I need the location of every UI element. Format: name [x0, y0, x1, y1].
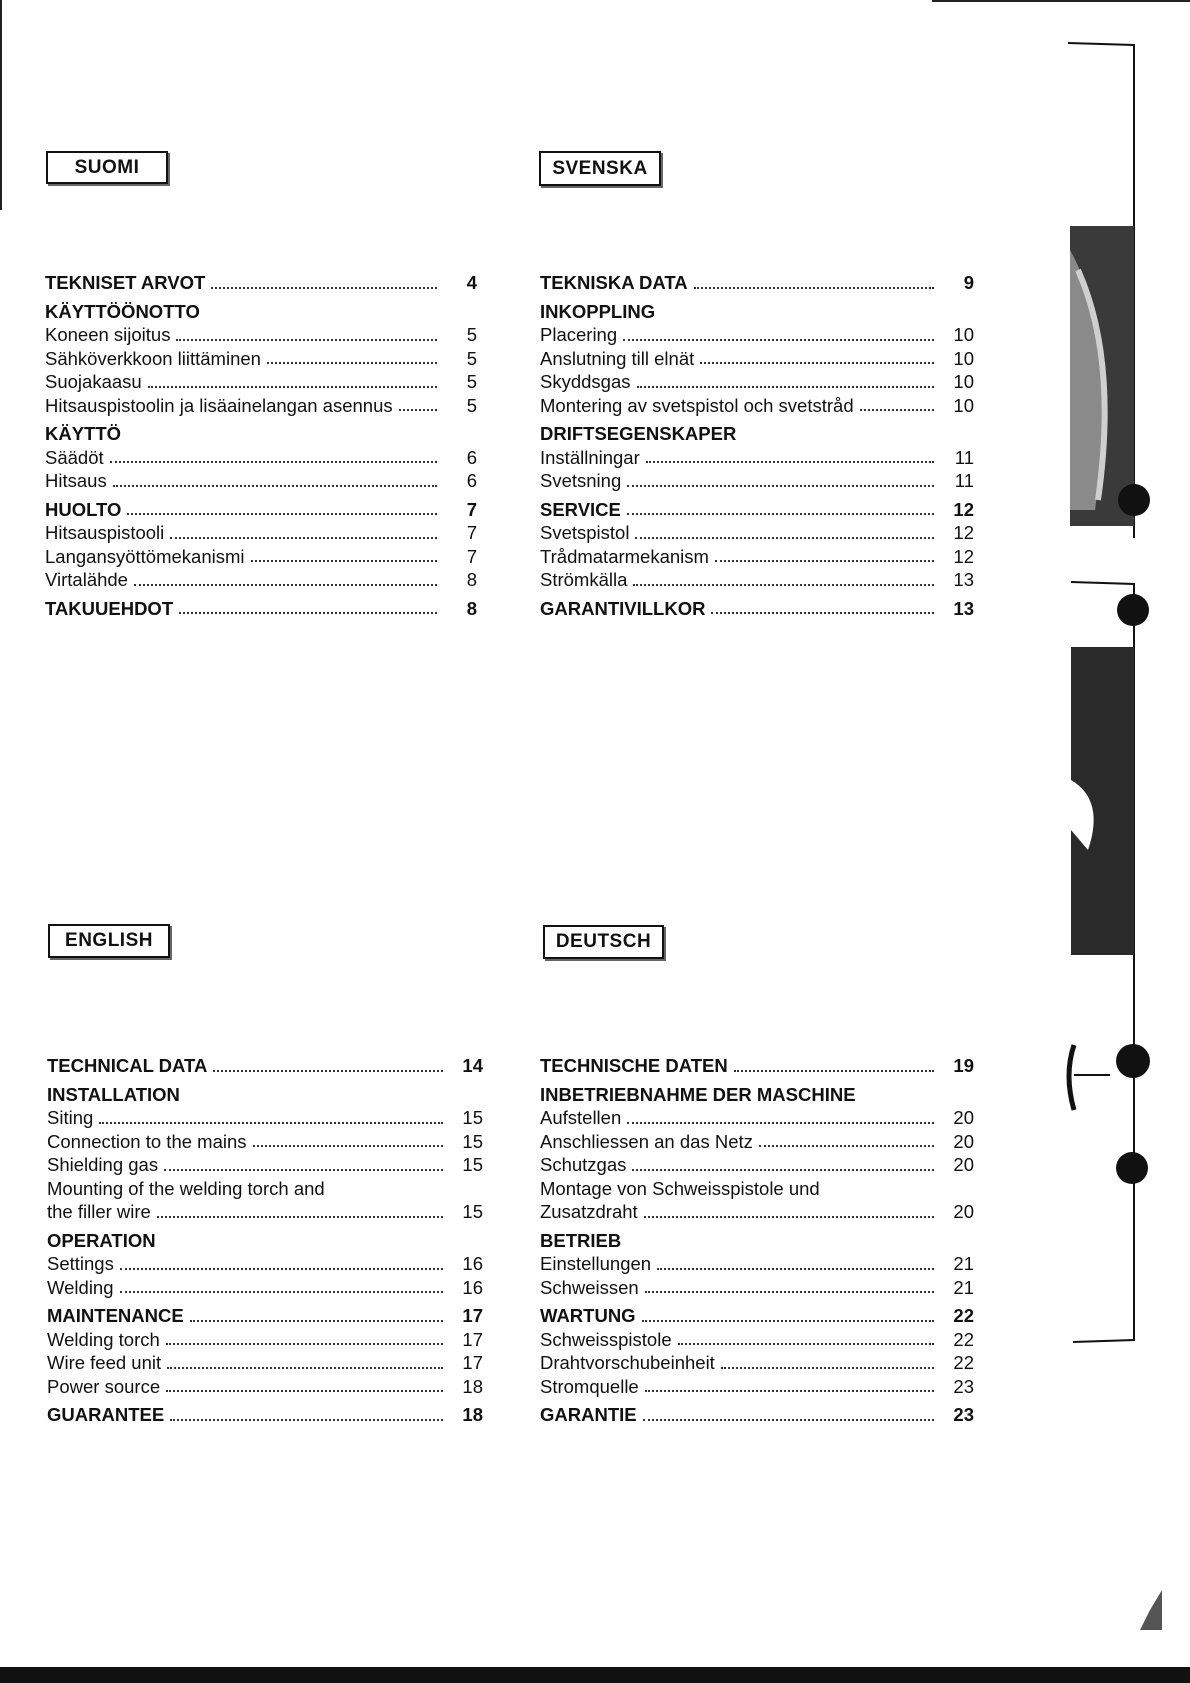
toc-heading-text: KÄYTTÖÖNOTTO [45, 300, 200, 322]
toc-page-number: 20 [953, 1154, 974, 1175]
toc-page-number: 21 [953, 1276, 974, 1298]
photo-wheel-highlight [1078, 270, 1105, 500]
toc-entry [45, 469, 477, 493]
toc-page-number: 17 [462, 1352, 483, 1373]
photo-corner-mark [1140, 1590, 1162, 1630]
toc-entry [540, 394, 974, 418]
toc-page-number: 23 [953, 1404, 974, 1425]
toc-heading [45, 597, 477, 621]
language-tag-suomi [46, 151, 168, 184]
toc-page-number: 5 [466, 371, 477, 392]
photo-knob [1116, 1044, 1150, 1078]
dot-leader [623, 338, 934, 341]
dot-leader [164, 1168, 443, 1171]
toc-page-number: 10 [953, 324, 974, 345]
photo-wheel-rim [1070, 250, 1103, 510]
toc-page-number: 8 [466, 569, 477, 590]
toc-entry [540, 446, 974, 470]
dot-leader [645, 1389, 934, 1392]
toc-entry-text: Anschliessen an das Netz [540, 1130, 753, 1152]
language-tag-label: ENGLISH [65, 930, 153, 951]
dot-leader [157, 1215, 443, 1218]
toc-entry [45, 521, 477, 545]
dot-leader [166, 1389, 443, 1392]
bracket-line-top [1068, 43, 1134, 538]
toc-entry [47, 1375, 483, 1399]
toc-page-number: 11 [954, 446, 974, 468]
toc-entry [47, 1328, 483, 1352]
toc-heading [47, 1229, 483, 1253]
toc-heading [47, 1054, 483, 1078]
dot-leader [127, 512, 437, 515]
toc-entry [47, 1351, 483, 1375]
toc-entry [540, 521, 974, 545]
toc-entry [540, 1328, 974, 1352]
dot-leader [179, 611, 437, 614]
toc-page-number: 13 [953, 597, 974, 619]
toc-entry-text: Hitsaus [45, 470, 107, 491]
photo-spool [1071, 647, 1134, 955]
toc-heading [540, 498, 974, 522]
toc-entry-text: Langansyöttömekanismi [45, 545, 245, 567]
toc-heading-text: TEKNISKA DATA [540, 272, 688, 293]
dot-leader [678, 1342, 934, 1345]
toc-heading [540, 1403, 974, 1427]
toc-page-number: 10 [953, 347, 974, 369]
toc-page-number: 22 [953, 1328, 974, 1350]
toc-svenska [540, 271, 974, 620]
dot-leader [644, 1215, 934, 1218]
toc-page-number: 21 [953, 1253, 974, 1274]
toc-entry-text: Strömkälla [540, 569, 628, 590]
toc-heading-text: TEKNISET ARVOT [45, 272, 206, 293]
toc-entry [540, 545, 974, 569]
toc-entry-text: Placering [540, 324, 618, 345]
toc-entry-text: Sähköverkkoon liittäminen [45, 347, 261, 369]
toc-page-number: 15 [462, 1201, 483, 1222]
dot-leader [646, 460, 934, 463]
dot-leader [627, 484, 934, 487]
toc-entry-text: Trådmatarmekanism [540, 545, 709, 567]
dot-leader [120, 1290, 443, 1293]
bracket-line-bottom [1071, 582, 1134, 1342]
toc-entry-text: Settings [47, 1253, 114, 1274]
toc-page-number: 16 [462, 1253, 483, 1274]
toc-entry-text: Power source [47, 1375, 161, 1397]
toc-page-number: 15 [462, 1154, 483, 1175]
toc-entry-text: the filler wire [47, 1201, 151, 1222]
toc-heading [47, 1403, 483, 1427]
toc-english [47, 1054, 483, 1427]
dot-leader [632, 1168, 934, 1171]
language-tag-deutsch [543, 925, 664, 959]
toc-entry-text: Welding [47, 1276, 114, 1298]
toc-entry [540, 347, 974, 371]
dot-leader [176, 338, 437, 341]
toc-heading [540, 1054, 974, 1078]
dot-leader [642, 1319, 934, 1322]
toc-page-number: 20 [953, 1107, 974, 1128]
toc-entry-text: Stromquelle [540, 1375, 639, 1397]
toc-heading-text: TAKUUEHDOT [45, 597, 174, 619]
language-tag-svenska [539, 151, 661, 186]
toc-heading-text: SERVICE [540, 498, 621, 520]
toc-heading [540, 1083, 974, 1107]
toc-page-number: 7 [466, 498, 477, 520]
dot-leader [694, 286, 934, 289]
toc-entry [540, 1200, 974, 1224]
toc-heading-text: INBETRIEBNAHME DER MASCHINE [540, 1083, 856, 1105]
toc-entry [45, 568, 477, 592]
toc-entry [540, 1351, 974, 1375]
toc-heading [540, 1304, 974, 1328]
toc-heading [540, 597, 974, 621]
toc-heading [45, 422, 477, 446]
dot-leader [627, 512, 934, 515]
dot-leader [213, 1069, 443, 1072]
toc-page-number: 20 [953, 1130, 974, 1152]
dot-leader [860, 408, 934, 411]
toc-entry [47, 1153, 483, 1177]
language-tag-label: DEUTSCH [555, 931, 652, 952]
toc-page-number: 11 [954, 470, 974, 491]
photo-knob [1117, 594, 1149, 626]
toc-entry [45, 394, 477, 418]
toc-heading-text: GARANTIE [540, 1404, 637, 1425]
toc-entry [540, 1130, 974, 1154]
toc-heading-text: INSTALLATION [47, 1083, 180, 1105]
toc-heading-text: HUOLTO [45, 498, 122, 520]
scan-edge-left [0, 0, 2, 210]
toc-page-number: 5 [466, 394, 477, 416]
toc-entry [45, 446, 477, 470]
toc-heading-text: WARTUNG [540, 1305, 636, 1326]
dot-leader [251, 559, 438, 562]
toc-entry-text: Säädöt [45, 446, 104, 468]
toc-page-number: 20 [953, 1201, 974, 1222]
dot-leader [637, 385, 935, 388]
toc-entry-text: Montering av svetspistol och svetstråd [540, 394, 854, 416]
toc-page-number: 7 [466, 522, 477, 543]
toc-entry [47, 1130, 483, 1154]
dot-leader [645, 1290, 934, 1293]
dot-leader [166, 1342, 443, 1345]
toc-heading [47, 1083, 483, 1107]
toc-entry-text: Svetspistol [540, 522, 630, 543]
photo-spool-highlight [1071, 780, 1094, 850]
toc-entry [45, 323, 477, 347]
toc-page-number: 16 [462, 1276, 483, 1298]
dot-leader [99, 1121, 443, 1124]
dot-leader [148, 385, 437, 388]
toc-page-number: 10 [953, 394, 974, 416]
toc-entry [540, 469, 974, 493]
toc-page-number: 18 [462, 1375, 483, 1397]
dot-leader [399, 408, 437, 411]
toc-heading-text: GUARANTEE [47, 1404, 165, 1425]
toc-page-number: 12 [953, 545, 974, 567]
toc-heading-text: MAINTENANCE [47, 1305, 184, 1326]
toc-page-number: 12 [953, 498, 974, 520]
toc-entry-text: Schweissen [540, 1276, 639, 1298]
dot-leader [110, 460, 437, 463]
dot-leader [211, 286, 437, 289]
dot-leader [170, 536, 437, 539]
dot-leader [633, 583, 934, 586]
toc-entry-text: Schutzgas [540, 1154, 627, 1175]
language-tag-english [48, 924, 170, 958]
toc-heading [540, 271, 974, 295]
toc-page-number: 10 [953, 371, 974, 392]
toc-entry [540, 1177, 974, 1201]
dot-leader [170, 1418, 443, 1421]
toc-entry-text: Aufstellen [540, 1107, 622, 1128]
toc-page-number: 6 [466, 446, 477, 468]
toc-heading [540, 422, 974, 446]
toc-entry-text: Shielding gas [47, 1154, 159, 1175]
photo-knob [1116, 1152, 1148, 1184]
dot-leader [759, 1144, 934, 1147]
dot-leader [635, 536, 934, 539]
toc-page-number: 12 [953, 522, 974, 543]
dot-leader [113, 484, 437, 487]
toc-entry-text: Hitsauspistoolin ja lisäainelangan asennus [45, 394, 393, 416]
toc-suomi [45, 271, 477, 620]
dot-leader [167, 1366, 443, 1369]
toc-entry-text: Wire feed unit [47, 1352, 162, 1373]
scan-edge-bottom [0, 1667, 1190, 1683]
toc-entry [47, 1252, 483, 1276]
toc-heading-text: DRIFTSEGENSKAPER [540, 423, 737, 444]
toc-entry-text: Mounting of the welding torch and [47, 1177, 325, 1199]
toc-page-number: 6 [466, 470, 477, 491]
toc-entry-text: Skyddsgas [540, 371, 631, 392]
toc-entry [540, 1106, 974, 1130]
toc-entry [45, 347, 477, 371]
toc-entry-text: Welding torch [47, 1328, 160, 1350]
toc-page-number: 22 [953, 1305, 974, 1326]
dot-leader [267, 361, 437, 364]
toc-page-number: 22 [953, 1352, 974, 1373]
toc-heading-text: BETRIEB [540, 1229, 622, 1251]
dot-leader [700, 361, 934, 364]
photo-knob [1118, 484, 1150, 516]
dot-leader [711, 611, 934, 614]
toc-page-number: 18 [462, 1404, 483, 1425]
toc-entry-text: Zusatzdraht [540, 1201, 638, 1222]
toc-heading-text: OPERATION [47, 1229, 156, 1251]
toc-entry [540, 370, 974, 394]
toc-entry-text: Montage von Schweisspistole und [540, 1177, 820, 1199]
toc-entry-text: Suojakaasu [45, 371, 142, 392]
toc-heading [540, 1229, 974, 1253]
toc-entry [47, 1200, 483, 1224]
dot-leader [190, 1319, 443, 1322]
toc-entry [45, 370, 477, 394]
toc-entry [540, 1153, 974, 1177]
toc-page-number: 5 [466, 347, 477, 369]
toc-heading-text: GARANTIVILLKOR [540, 597, 706, 619]
toc-entry-text: Schweisspistole [540, 1328, 672, 1350]
toc-heading [45, 271, 477, 295]
dot-leader [734, 1069, 934, 1072]
toc-entry [540, 1375, 974, 1399]
toc-page-number: 9 [963, 272, 974, 293]
dot-leader [657, 1267, 934, 1270]
toc-page-number: 15 [462, 1107, 483, 1128]
toc-page-number: 19 [953, 1055, 974, 1076]
toc-entry [47, 1177, 483, 1201]
toc-page-number: 23 [953, 1375, 974, 1397]
language-tag-label: SUOMI [74, 156, 140, 178]
photo-clamp [1069, 1045, 1074, 1110]
toc-entry-text: Connection to the mains [47, 1130, 247, 1152]
dot-leader [627, 1121, 934, 1124]
toc-entry-text: Siting [47, 1107, 94, 1128]
toc-entry-text: Anslutning till elnät [540, 347, 695, 369]
toc-heading-text: TECHNICAL DATA [47, 1055, 208, 1076]
toc-deutsch [540, 1054, 974, 1427]
toc-page-number: 17 [462, 1305, 483, 1326]
toc-entry [45, 545, 477, 569]
toc-heading [47, 1304, 483, 1328]
toc-heading [45, 498, 477, 522]
toc-entry-text: Svetsning [540, 470, 622, 491]
toc-entry-text: Hitsauspistooli [45, 522, 165, 543]
dot-leader [253, 1144, 443, 1147]
toc-page-number: 7 [466, 545, 477, 567]
toc-page-number: 13 [953, 569, 974, 590]
toc-page-number: 4 [466, 272, 477, 293]
toc-entry [540, 568, 974, 592]
photo-wheel [1070, 226, 1134, 526]
toc-page-number: 15 [462, 1130, 483, 1152]
dot-leader [120, 1267, 443, 1270]
toc-heading-text: INKOPPLING [540, 300, 656, 322]
language-tag-label: SVENSKA [552, 157, 648, 179]
toc-entry [540, 1276, 974, 1300]
dot-leader [643, 1418, 934, 1421]
toc-entry [47, 1276, 483, 1300]
toc-entry-text: Einstellungen [540, 1253, 652, 1274]
toc-entry [540, 323, 974, 347]
scan-edge-top [932, 0, 1190, 2]
toc-heading [45, 300, 477, 324]
toc-heading [540, 300, 974, 324]
toc-entry-text: Drahtvorschubeinheit [540, 1352, 715, 1373]
dot-leader [721, 1366, 934, 1369]
toc-entry [540, 1252, 974, 1276]
toc-entry [47, 1106, 483, 1130]
dot-leader [134, 583, 437, 586]
toc-page-number: 8 [466, 597, 477, 619]
toc-heading-text: TECHNISCHE DATEN [540, 1055, 728, 1076]
toc-heading-text: KÄYTTÖ [45, 423, 122, 444]
dot-leader [715, 559, 934, 562]
toc-entry-text: Koneen sijoitus [45, 324, 171, 345]
toc-entry-text: Virtalähde [45, 569, 128, 590]
toc-page-number: 17 [462, 1328, 483, 1350]
toc-page-number: 5 [466, 324, 477, 345]
toc-page-number: 14 [462, 1055, 483, 1076]
toc-entry-text: Inställningar [540, 446, 640, 468]
